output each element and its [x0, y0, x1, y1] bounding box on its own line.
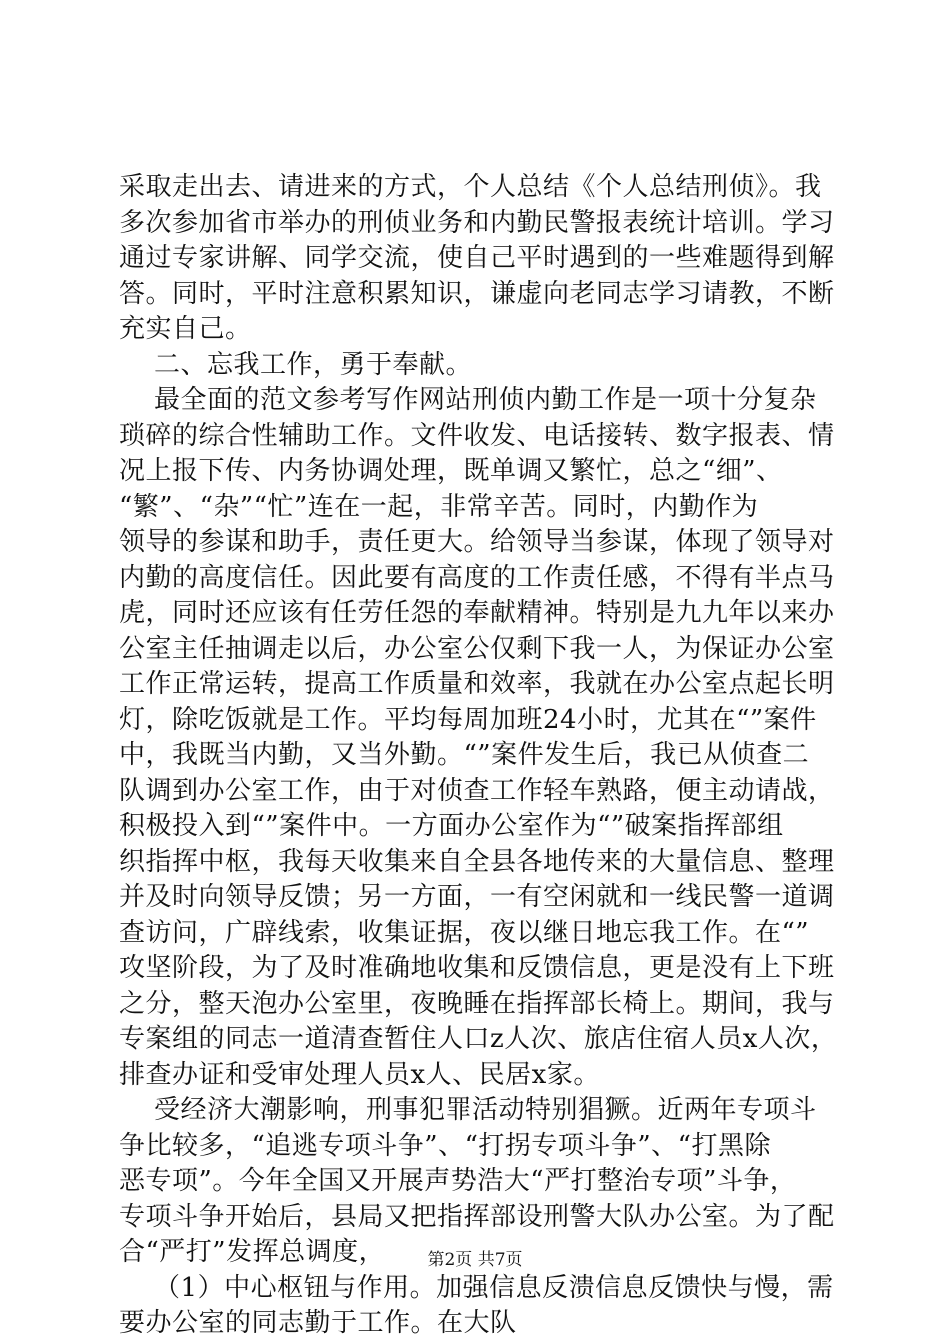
text-line: 灯，除吃饭就是工作。平均每周加班24小时，尤其在“”案件 — [119, 704, 817, 735]
text-line: 中，我既当内勤，又当外勤。“”案件发生后，我已从侦查二 — [119, 740, 810, 770]
body-text — [119, 170, 838, 1342]
text-line: 虎，同时还应该有任劳任怨的奉献精神。特别是九九年以来办 — [119, 598, 835, 628]
text-line: 况上报下传、内务协调处理，既单调又繁忙，总之“细”、 — [119, 456, 783, 486]
text-line: 恶专项”。今年全国又开展声势浩大“严打整治专项”斗争， — [119, 1166, 797, 1196]
page-footer: 第2页 共7页 — [427, 1250, 523, 1270]
text-line: （1）中心枢钮与作用。加强信息反溃信息反馈快与慢，需 — [119, 1272, 834, 1303]
text-line: 充实自己。 — [119, 314, 252, 344]
text-line: 专案组的同志一道清查暂住人口z人次、旅店住宿人员x人次， — [119, 1024, 838, 1054]
text-line: 琐碎的综合性辅助工作。文件收发、电话接转、数字报表、情 — [119, 420, 835, 451]
text-line: 通过专家讲解、同学交流，使自己平时遇到的一些难题得到解 — [119, 243, 835, 273]
text-line: 多次参加省市举办的刑侦业务和内勤民警报表统计培训。学习 — [119, 207, 835, 238]
text-line: 争比较多，“追逃专项斗争”、“打拐专项斗争”、“打黑除 — [119, 1130, 771, 1161]
text-line: 合“严打”发挥总调度， — [119, 1237, 386, 1267]
text-line: 公室主任抽调走以后，办公室公仅剩下我一人，为保证办公室 — [119, 633, 835, 664]
text-line: 专项斗争开始后，县局又把指挥部设刑警大队办公室。为了配 — [119, 1201, 835, 1232]
text-line: 之分，整天泡办公室里，夜晚睡在指挥部长椅上。期间，我与 — [119, 988, 835, 1019]
text-line: 内勤的高度信任。因此要有高度的工作责任感，不得有半点马 — [119, 562, 835, 593]
text-line: 织指挥中枢，我每天收集来自全县各地传来的大量信息、整理 — [119, 846, 835, 877]
text-line: 攻坚阶段，为了及时准确地收集和反馈信息，更是没有上下班 — [119, 953, 835, 983]
text-line: 查访问，广辟线索，收集证据，夜以继日地忘我工作。在“” — [119, 917, 810, 948]
text-line: 积极投入到“”案件中。一方面办公室作为“”破案指挥部组 — [119, 811, 784, 841]
text-line: 采取走出去、请进来的方式，个人总结《个人总结刑侦》。我 — [119, 172, 822, 202]
text-line: 队调到办公室工作，由于对侦查工作轻车熟路，便主动请战， — [119, 775, 835, 806]
text-line: 二、忘我工作，勇于奉献。 — [119, 349, 473, 380]
text-line: 最全面的范文参考写作网站刑侦内勤工作是一项十分复杂 — [119, 385, 817, 415]
text-line: 排查办证和受审处理人员x人、民居x家。 — [119, 1059, 600, 1090]
text-line: 并及时向领导反馈；另一方面，一有空闲就和一线民警一道调 — [119, 882, 835, 912]
text-line: 领导的参谋和助手，责任更大。给领导当参谋，体现了领导对 — [119, 527, 835, 557]
text-line: 答。同时，平时注意积累知识，谦虚向老同志学习请教，不断 — [119, 278, 835, 309]
text-line: 受经济大潮影响，刑事犯罪活动特别猖獗。近两年专项斗 — [119, 1095, 817, 1125]
text-line: 要办公室的同志勤于工作。在大队 — [119, 1308, 517, 1338]
text-line: “繁”、“杂”“忙”连在一起，非常辛苦。同时，内勤作为 — [119, 491, 759, 522]
text-line: 工作正常运转，提高工作质量和效率，我就在办公室点起长明 — [119, 669, 835, 699]
